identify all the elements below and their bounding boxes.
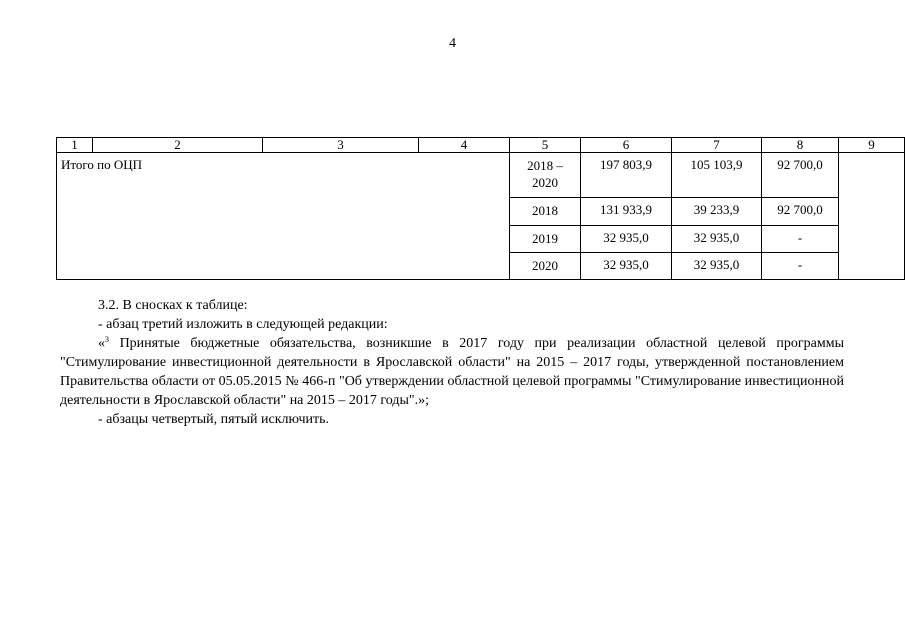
open-quote: « (98, 336, 105, 351)
year-cell: 2019 (510, 226, 581, 253)
paragraph-footnote-text (60, 334, 844, 410)
column-header: 7 (672, 138, 762, 153)
value-cell: 32 935,0 (672, 226, 762, 253)
column-header: 4 (419, 138, 510, 153)
empty-cell (839, 153, 905, 280)
column-header: 3 (263, 138, 419, 153)
page-number: 4 (449, 36, 456, 51)
value-cell: - (762, 226, 839, 253)
value-cell: 131 933,9 (581, 198, 672, 226)
table-header-row (57, 138, 905, 153)
paragraph-footnotes: 3.2. В сносках к таблице: (98, 298, 248, 313)
budget-table (56, 137, 905, 280)
paragraph-instruction: - абзац третий изложить в следующей редакции: (98, 317, 388, 332)
year-range-start: 2018 – (527, 158, 563, 173)
value-cell: 92 700,0 (762, 198, 839, 226)
value-cell: 39 233,9 (672, 198, 762, 226)
value-cell: 32 935,0 (581, 253, 672, 280)
year-cell: 2018 (510, 198, 581, 226)
table-row (57, 153, 905, 198)
value-cell: 32 935,0 (672, 253, 762, 280)
column-header: 5 (510, 138, 581, 153)
column-header: 6 (581, 138, 672, 153)
value-cell: - (762, 253, 839, 280)
column-header: 9 (839, 138, 905, 153)
row-label: Итого по ОЦП (57, 153, 510, 280)
value-cell: 105 103,9 (672, 153, 762, 198)
column-header: 8 (762, 138, 839, 153)
column-header: 1 (57, 138, 93, 153)
amendment-text (60, 296, 844, 429)
footnote-body: Принятые бюджетные обязательства, возникшие в 2017 году при реализации областной целевой программы "Стимулирование инвестиционной деятельности в Ярославской области" на 2015 – 2017 годы, утвержденной постановлением Правительства области от 05.05.2015 № 466-п "Об утверждении областной целевой программы "Стимулирование инвестиционной деятельности в Ярославской области" на 2015 – 2017 годы".»; (60, 336, 844, 408)
value-cell: 197 803,9 (581, 153, 672, 198)
value-cell: 92 700,0 (762, 153, 839, 198)
footnote-marker: 3 (105, 335, 109, 344)
value-cell: 32 935,0 (581, 226, 672, 253)
year-range-end: 2020 (532, 175, 558, 190)
column-header: 2 (93, 138, 263, 153)
paragraph-exclude: - абзацы четвертый, пятый исключить. (98, 412, 329, 427)
year-cell: 2020 (510, 253, 581, 280)
year-cell (510, 153, 581, 198)
